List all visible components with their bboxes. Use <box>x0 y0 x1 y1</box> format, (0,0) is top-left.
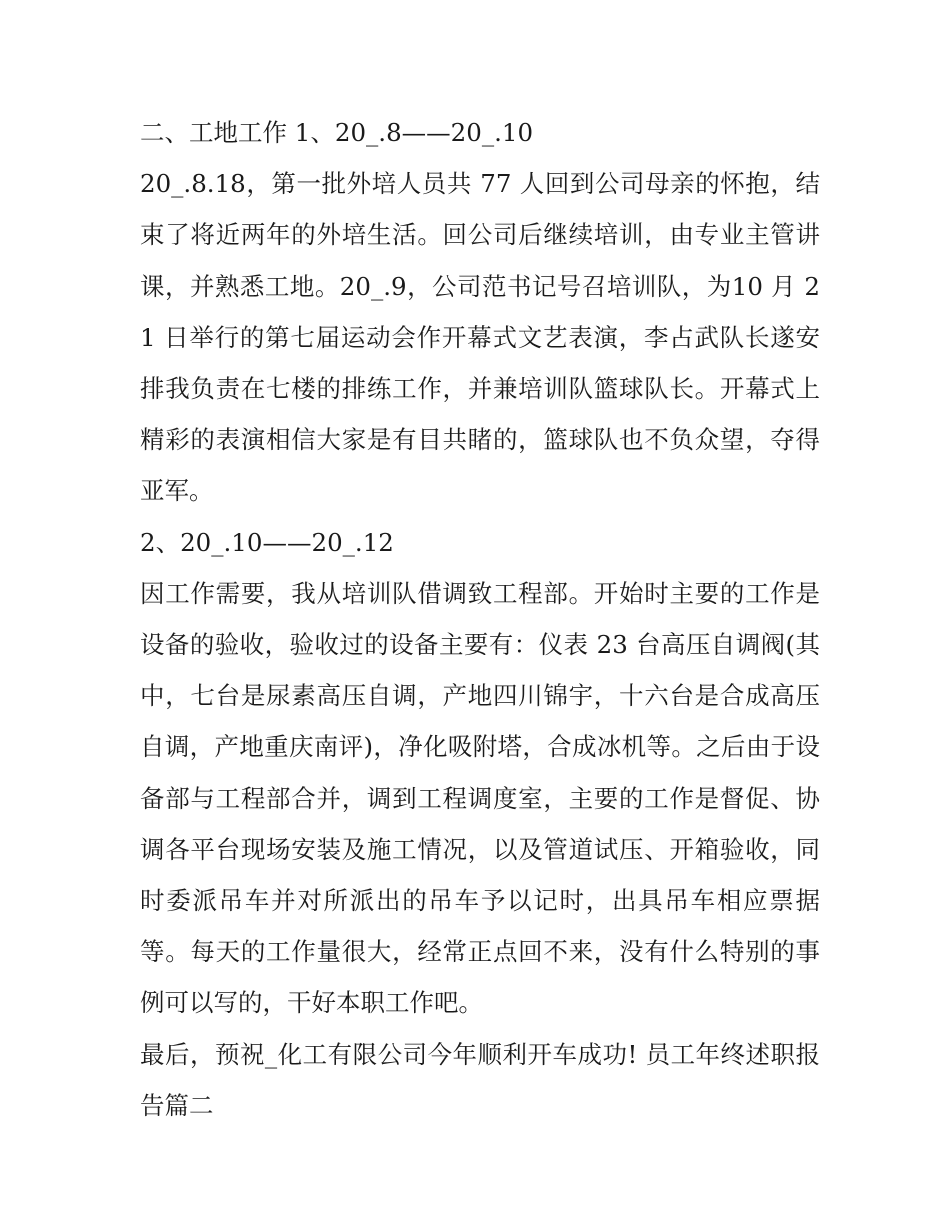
paragraph-closing: 最后，预祝_化工有限公司今年顺利开车成功! 员工年终述职报告篇二 <box>140 1039 820 1120</box>
paragraph-training-period: 20_.8.18，第一批外培人员共 77 人回到公司母亲的怀抱，结束了将近两年的外培生活。回公司后继续培训，由专业主管讲课，并熟悉工地。20_.9，公司范书记号召培训队，为10 月 21 日举行的第七届运动会作开幕式文艺表演，李占武队长遂安排我负责在七楼的排练工作，并兼培训队篮球队长。开幕式上精彩的表演相信大家是有目共睹的，篮球队也不负众望，夺得亚军。 <box>140 169 820 506</box>
section-heading-site-work: 二、工地工作 1、20_.8——20_.10 <box>140 118 534 147</box>
paragraph-engineering-dept: 因工作需要，我从培训队借调致工程部。开始时主要的工作是设备的验收，验收过的设备主要有：仪表 23 台高压自调阀(其中，七台是尿素高压自调，产地四川锦宇，十六台是合成高压自调，产地重庆南评)，净化吸附塔，合成冰机等。之后由于设备部与工程部合并，调到工程调度室，主要的工作是督促、协调各平台现场安装及施工情况，以及管道试压、开箱验收，同时委派吊车并对所派出的吊车予以记时，出具吊车相应票据等。每天的工作量很大，经常正点回不来，没有什么特别的事例可以写的，干好本职工作吧。 <box>140 578 820 1018</box>
subsection-heading-period-2: 2、20_.10——20_.12 <box>140 527 394 557</box>
document-body <box>140 107 820 1131</box>
